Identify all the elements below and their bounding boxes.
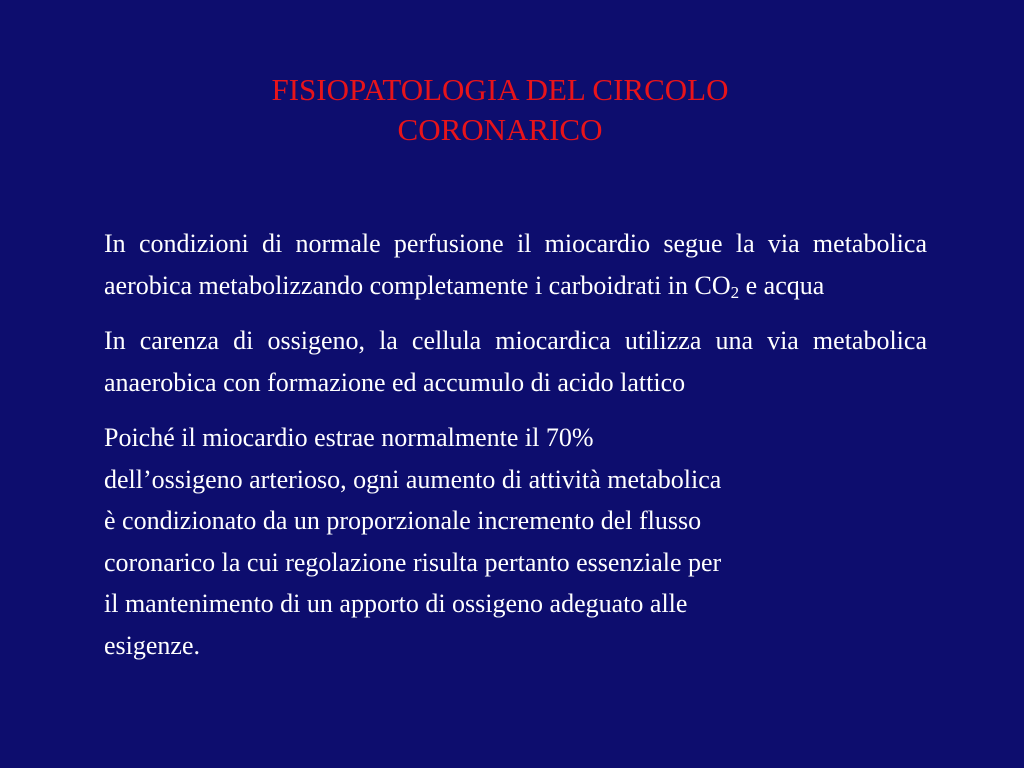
oxygen-line-4: coronarico la cui regolazione risulta pertanto essenziale per bbox=[104, 547, 722, 577]
oxygen-line-6: esigenze. bbox=[104, 630, 201, 660]
oxygen-line-3: è condizionato da un proporzionale incremento del flusso bbox=[104, 506, 702, 535]
paragraph-anaerobic: In carenza di ossigeno, la cellula miocardica utilizza una via metabolica anaerobica con formazione ed accumulo di acido lattico bbox=[104, 326, 927, 397]
oxygen-line-2: dell’ossigeno arterioso, ogni aumento di attività metabolica bbox=[104, 464, 722, 494]
slide-title bbox=[120, 70, 880, 150]
oxygen-line-1: Poiché il miocardio estrae normalmente il 70% bbox=[104, 423, 594, 452]
paragraph-aerobic-text: In condizioni di normale perfusione il miocardio segue la via metabolica aerobica metabolizzando completamente i carboidrati in CO bbox=[104, 229, 927, 300]
slide-body bbox=[104, 223, 927, 680]
paragraph-oxygen-extraction bbox=[104, 417, 927, 666]
oxygen-line-5: il mantenimento di un apporto di ossigeno adeguato alle bbox=[104, 589, 688, 618]
co2-subscript: 2 bbox=[730, 282, 740, 302]
title-line-1: FISIOPATOLOGIA DEL CIRCOLO bbox=[271, 72, 729, 107]
paragraph-aerobic-tail: e acqua bbox=[739, 270, 825, 300]
title-line-2: CORONARICO bbox=[397, 112, 603, 147]
paragraph-aerobic bbox=[104, 223, 927, 306]
